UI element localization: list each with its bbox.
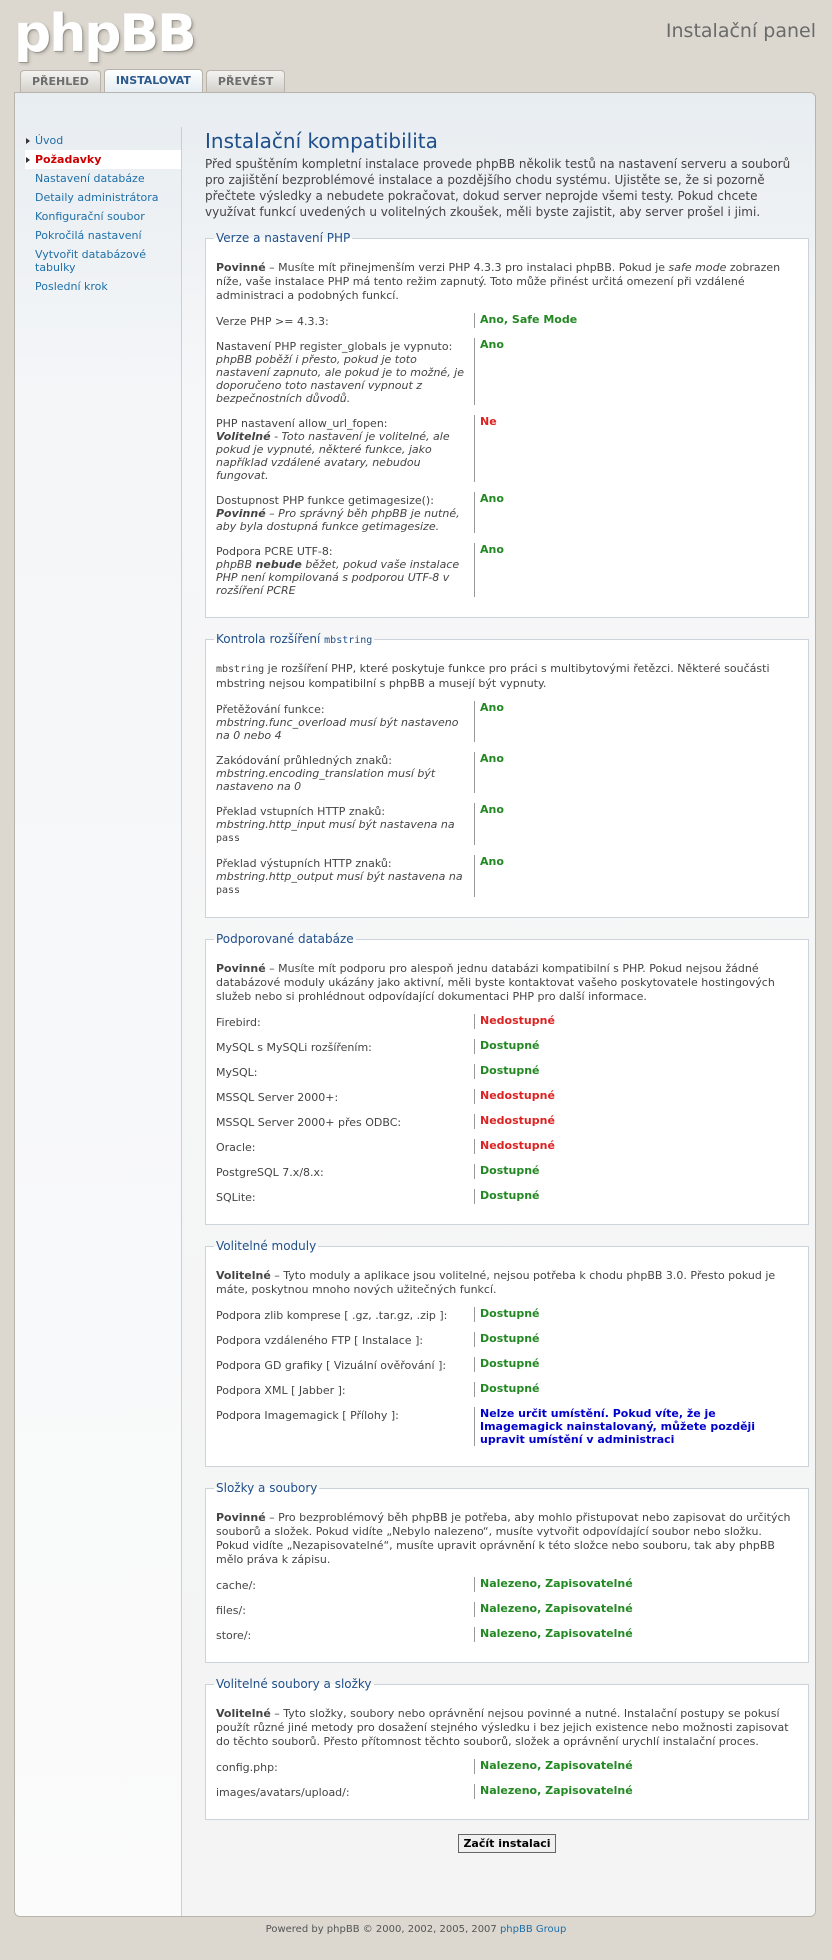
menu-item-advanced-settings[interactable]: Pokročilá nastavení — [35, 229, 142, 242]
db-row — [216, 1064, 798, 1079]
check-result: Ano — [474, 855, 798, 897]
check-result: Ano — [474, 701, 798, 742]
db-row — [216, 1164, 798, 1179]
db-status: Nedostupné — [474, 1114, 798, 1129]
db-row — [216, 1139, 798, 1154]
db-status: Dostupné — [474, 1189, 798, 1204]
section-description: Povinné – Musíte mít přinejmenším verzi PHP 4.3.3 pro instalaci phpBB. Pokud je safe mode zobrazen níže, vaše instalace PHP má tento režim zapnutý. Toto může přinést určitá omezení při vzdálené administraci a podobných funkcí. — [216, 261, 781, 302]
check-row — [216, 752, 798, 793]
section-legend: Složky a soubory — [216, 1481, 318, 1495]
section-legend: Verze a nastavení PHP — [216, 231, 351, 245]
db-label: MSSQL Server 2000+ přes ODBC: — [216, 1116, 402, 1129]
db-label: SQLite: — [216, 1191, 256, 1204]
section-description: Povinné – Pro bezproblémový běh phpBB je potřeba, aby mohlo přistupovat nebo zapisovat do určitých souborů a složek. Pokud vidíte „Nebylo nalezeno“, musíte vytvořit odpovídající soubor nebo složku. Pokud vidíte „Nezapisovatelné“, musíte upravit oprávnění k této složce nebo souboru, tak aby phpBB mělo práva k zápisu. — [216, 1511, 791, 1566]
check-result: Ano — [474, 543, 798, 597]
db-label: MSSQL Server 2000+: — [216, 1091, 339, 1104]
tab-overview[interactable]: PŘEHLED — [20, 70, 101, 92]
optional-files-section — [205, 1677, 809, 1820]
check-result: Ano — [474, 492, 798, 533]
phpbb-logo[interactable]: phpBB — [14, 4, 195, 64]
db-status: Nedostupné — [474, 1139, 798, 1154]
module-row — [216, 1407, 798, 1446]
module-label: Podpora XML [ Jabber ]: — [216, 1384, 346, 1397]
check-result: Ano — [474, 752, 798, 793]
file-row — [216, 1784, 798, 1799]
file-label: files/: — [216, 1604, 246, 1617]
databases-section — [205, 932, 809, 1225]
db-status: Dostupné — [474, 1164, 798, 1179]
menu-item-intro[interactable]: Úvod — [25, 131, 181, 150]
menu-item-config-file[interactable]: Konfigurační soubor — [35, 210, 145, 223]
page-intro: Před spuštěním kompletní instalace provede phpBB několik testů na nastavení serveru a souborů pro zajištění bezproblémové instalace a pozdějšího chodu systému. Ujistěte se, že si pozorně přečtete výsledky a nebudete pokračovat, dokud server neprojde všemi testy. Pokud chcete využívat funkcí uvedených u volitelných zkoušek, měli byste zajistit, aby server prošel i jimi. — [205, 157, 791, 219]
file-status: Nalezeno, Zapisovatelné — [474, 1627, 798, 1642]
db-status: Nedostupné — [474, 1089, 798, 1104]
sidebar-menu — [25, 131, 181, 296]
check-row — [216, 855, 798, 897]
db-label: Oracle: — [216, 1141, 256, 1154]
required-label: Povinné — [216, 261, 266, 274]
section-description: Povinné – Musíte mít podporu pro alespoň jednu databázi kompatibilní s PHP. Pokud nejsou žádné databázové moduly ukázány jako aktivní, měli byste kontaktovat vašeho poskytovatele hostingových služeb nebo si prohlédnout odpovídající dokumentaci PHP pro další informace. — [216, 962, 775, 1003]
db-row — [216, 1014, 798, 1029]
file-row — [216, 1759, 798, 1774]
tab-bar — [20, 70, 285, 92]
menu-item-admin-details[interactable]: Detaily administrátora — [35, 191, 159, 204]
module-row — [216, 1332, 798, 1347]
check-label: Zakódování průhledných znaků: mbstring.encoding_translation musí být nastaveno na 0 — [216, 754, 436, 793]
file-row — [216, 1602, 798, 1617]
check-label: Překlad výstupních HTTP znaků: mbstring.http_output musí být nastavena na pass — [216, 857, 463, 896]
module-status: Dostupné — [474, 1357, 798, 1372]
module-status: Dostupné — [474, 1307, 798, 1322]
module-row — [216, 1307, 798, 1322]
db-row — [216, 1039, 798, 1054]
module-label: Podpora zlib komprese [ .gz, .tar.gz, .zip ]: — [216, 1309, 448, 1322]
db-label: MySQL: — [216, 1066, 258, 1079]
menu-item-database-settings[interactable]: Nastavení databáze — [35, 172, 145, 185]
file-label: cache/: — [216, 1579, 256, 1592]
check-label: Přetěžování funkce: mbstring.func_overload musí být nastaveno na 0 nebo 4 — [216, 703, 459, 742]
section-legend: Volitelné moduly — [216, 1239, 317, 1253]
check-label: Podpora PCRE UTF-8: phpBB nebude běžet, pokud vaše instalace PHP není kompilovaná s podporou UTF-8 v rozšíření PCRE — [216, 545, 460, 597]
db-label: Firebird: — [216, 1016, 261, 1029]
section-legend: Volitelné soubory a složky — [216, 1677, 372, 1691]
optional-modules-section — [205, 1239, 809, 1467]
check-result: Ano — [474, 338, 798, 405]
tab-install[interactable]: INSTALOVAT — [104, 69, 203, 92]
files-section — [205, 1481, 809, 1663]
header — [0, 0, 832, 70]
section-description: Volitelné – Tyto složky, soubory nebo oprávnění nejsou povinné a nutné. Instalační postupy se pokusí použít různé jiné metody pro dosažení stejného výsledku i bez jejich existence nebo možnosti zapisovat do těchto souborů. Přesto přítomnost těchto souborů, složek a oprávnění urychlí instalační proces. — [216, 1707, 789, 1748]
check-row — [216, 492, 798, 533]
db-label: PostgreSQL 7.x/8.x: — [216, 1166, 324, 1179]
file-status: Nalezeno, Zapisovatelné — [474, 1602, 798, 1617]
submit-area — [205, 1834, 809, 1853]
check-row — [216, 701, 798, 742]
module-row — [216, 1382, 798, 1397]
check-row — [216, 803, 798, 845]
check-label: Dostupnost PHP funkce getimagesize(): Povinné – Pro správný běh phpBB je nutné, aby byla dostupná funkce getimagesize. — [216, 494, 460, 533]
footer: Powered by phpBB © 2000, 2002, 2005, 2007 phpBB Group — [265, 1924, 567, 1935]
menu-item-final-step[interactable]: Poslední krok — [35, 280, 108, 293]
check-row — [216, 338, 798, 405]
file-label: images/avatars/upload/: — [216, 1786, 350, 1799]
page-title: Instalační kompatibilita — [205, 129, 438, 153]
db-status: Nedostupné — [474, 1014, 798, 1029]
module-status: Nelze určit umístění. Pokud víte, že je Imagemagick nainstalovaný, můžete později upravit umístění v administraci — [474, 1407, 798, 1446]
db-label: MySQL s MySQLi rozšířením: — [216, 1041, 372, 1054]
db-status: Dostupné — [474, 1039, 798, 1054]
section-legend: Kontrola rozšíření mbstring — [216, 632, 373, 646]
menu-item-create-tables[interactable]: Vytvořit databázové tabulky — [35, 248, 146, 274]
section-description: mbstring je rozšíření PHP, které poskytuje funkce pro práci s multibytovými řetězci. Některé součásti mbstring nejsou kompatibilní s phpBB a musejí být vypnuty. — [216, 662, 770, 690]
check-label: PHP nastavení allow_url_fopen: Volitelné - Toto nastavení je volitelné, ale pokud je vypnuté, některé funkce, jako například vzdálené avatary, nebudou fungovat. — [216, 417, 450, 482]
check-label: Překlad vstupních HTTP znaků: mbstring.http_input musí být nastavena na pass — [216, 805, 455, 844]
file-label: store/: — [216, 1629, 252, 1642]
file-row — [216, 1577, 798, 1592]
module-status: Dostupné — [474, 1332, 798, 1347]
check-label: Nastavení PHP register_globals je vypnuto: phpBB poběží i přesto, pokud je toto nastavení zapnuto, ale pokud je to možné, je doporučeno toto nastavení vypnout z bezpečnostních důvodů. — [216, 340, 465, 405]
section-legend: Podporované databáze — [216, 932, 354, 946]
module-status: Dostupné — [474, 1382, 798, 1397]
section-description: Volitelné – Tyto moduly a aplikace jsou volitelné, nejsou potřeba k chodu phpBB 3.0. Přesto pokud je máte, poskytnou mnoho nových užitečných funkcí. — [216, 1269, 776, 1296]
module-label: Podpora Imagemagick [ Přílohy ]: — [216, 1409, 399, 1422]
file-status: Nalezeno, Zapisovatelné — [474, 1759, 798, 1774]
check-row — [216, 313, 798, 328]
php-settings-section — [205, 231, 809, 618]
db-status: Dostupné — [474, 1064, 798, 1079]
menu-item-requirements[interactable]: Požadavky — [25, 150, 181, 169]
check-result: Ano — [474, 803, 798, 845]
tab-convert[interactable]: PŘEVÉST — [206, 70, 286, 92]
phpbb-group-link[interactable]: phpBB Group — [499, 1924, 567, 1935]
file-row — [216, 1627, 798, 1642]
content — [205, 129, 809, 1853]
file-status: Nalezeno, Zapisovatelné — [474, 1784, 798, 1799]
db-row — [216, 1089, 798, 1104]
db-row — [216, 1114, 798, 1129]
module-row — [216, 1357, 798, 1372]
mbstring-section — [205, 632, 809, 918]
file-label: config.php: — [216, 1761, 278, 1774]
check-row — [216, 543, 798, 597]
check-result: Ano, Safe Mode — [474, 313, 798, 328]
file-status: Nalezeno, Zapisovatelné — [474, 1577, 798, 1592]
db-row — [216, 1189, 798, 1204]
start-install-button[interactable]: Začít instalaci — [458, 1834, 555, 1853]
module-label: Podpora GD grafiky [ Vizuální ověřování ]: — [216, 1359, 447, 1372]
module-label: Podpora vzdáleného FTP [ Instalace ]: — [216, 1334, 424, 1347]
panel-title: Instalační panel — [665, 20, 816, 42]
check-row — [216, 415, 798, 482]
sidebar-divider — [181, 127, 182, 1917]
check-result: Ne — [474, 415, 798, 482]
check-label: Verze PHP >= 4.3.3: — [216, 315, 329, 328]
main-panel — [14, 92, 816, 1917]
sidebar-background — [15, 93, 182, 1917]
